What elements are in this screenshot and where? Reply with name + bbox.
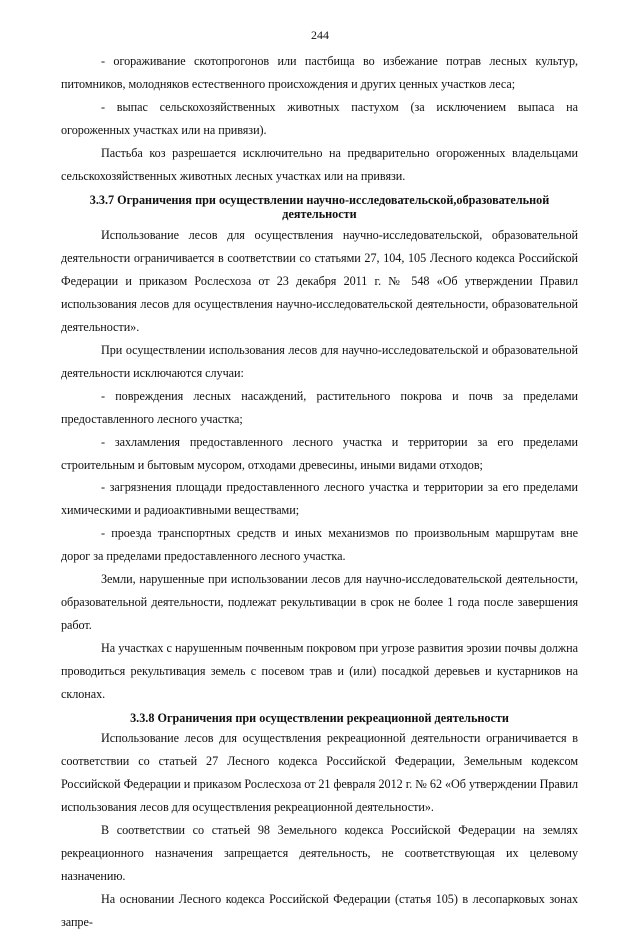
paragraph: - выпас сельскохозяйственных животных пастухом (за исключением выпаса на огороженных участках или на привязи). [61, 99, 578, 137]
paragraph: - огораживание скотопрогонов или пастбища во избежание потрав лесных культур, питомников, молодняков естественного происхождения и других ценных участков леса; [61, 54, 578, 91]
paragraph: - повреждения лесных насаждений, растительного покрова и почв за пределами предоставленного лесного участка; [61, 388, 578, 426]
paragraph: При осуществлении использования лесов для научно-исследовательской и образовательной деятельности исключаются случаи: [61, 342, 578, 380]
paragraph: В соответствии со статьей 98 Земельного кодекса Российской Федерации на землях рекреационного назначения запрещается деятельность, не соответствующая их целевому назначению. [61, 823, 578, 883]
paragraph: Пастьба коз разрешается исключительно на предварительно огороженных владельцами сельскохозяйственных животных лесных участках или на привязи. [61, 145, 578, 183]
section-heading-3-3-7: 3.3.7 Ограничения при осуществлении научно-исследовательской,образовательной деятельности [89, 193, 550, 222]
page-number: 244 [311, 28, 329, 42]
paragraph: - проезда транспортных средств и иных механизмов по произвольным маршрутам вне дорог за пределами предоставленного лесного участка. [61, 526, 578, 564]
paragraph: Земли, нарушенные при использовании лесов для научно-исследовательской деятельности, образовательной деятельности, подлежат рекультивации в срок не более 1 года после завершения работ. [61, 572, 578, 632]
page-content [61, 50, 578, 934]
paragraph: - загрязнения площади предоставленного лесного участка и территории за его пределами химическими и радиоактивными веществами; [61, 480, 578, 518]
paragraph: На основании Лесного кодекса Российской Федерации (статья 105) в лесопарковых зонах запре- [61, 891, 578, 929]
section-heading-3-3-8: 3.3.8 Ограничения при осуществлении рекреационной деятельности [130, 711, 509, 726]
paragraph: Использование лесов для осуществления научно-исследовательской, образовательной деятельности ограничивается в соответствии со статьями 27, 104, 105 Лесного кодекса Российской Федерации и приказом Рослесхоза от 23 декабря 2011 г. № 548 «Об утверждении Правил использования лесов для осуществления научно-исследовательской деятельности, образовательной деятельности». [61, 228, 578, 335]
paragraph: - захламления предоставленного лесного участка и территории за его пределами строительным и бытовым мусором, отходами древесины, иными видами отходов; [61, 434, 578, 472]
paragraph: На участках с нарушенным почвенным покровом при угрозе развития эрозии почвы должна проводиться рекультивация земель с посевом трав и (или) посадкой деревьев и кустарников на склонах. [61, 640, 578, 701]
paragraph: Использование лесов для осуществления рекреационной деятельности ограничивается в соответствии со статьей 27 Лесного кодекса Российской Федерации, Земельным кодексом Российской Федерации и приказом Рослесхоза от 21 февраля 2012 г. № 62 «Об утверждении Правил использования лесов для осуществления рекреационной деятельности». [61, 731, 578, 815]
